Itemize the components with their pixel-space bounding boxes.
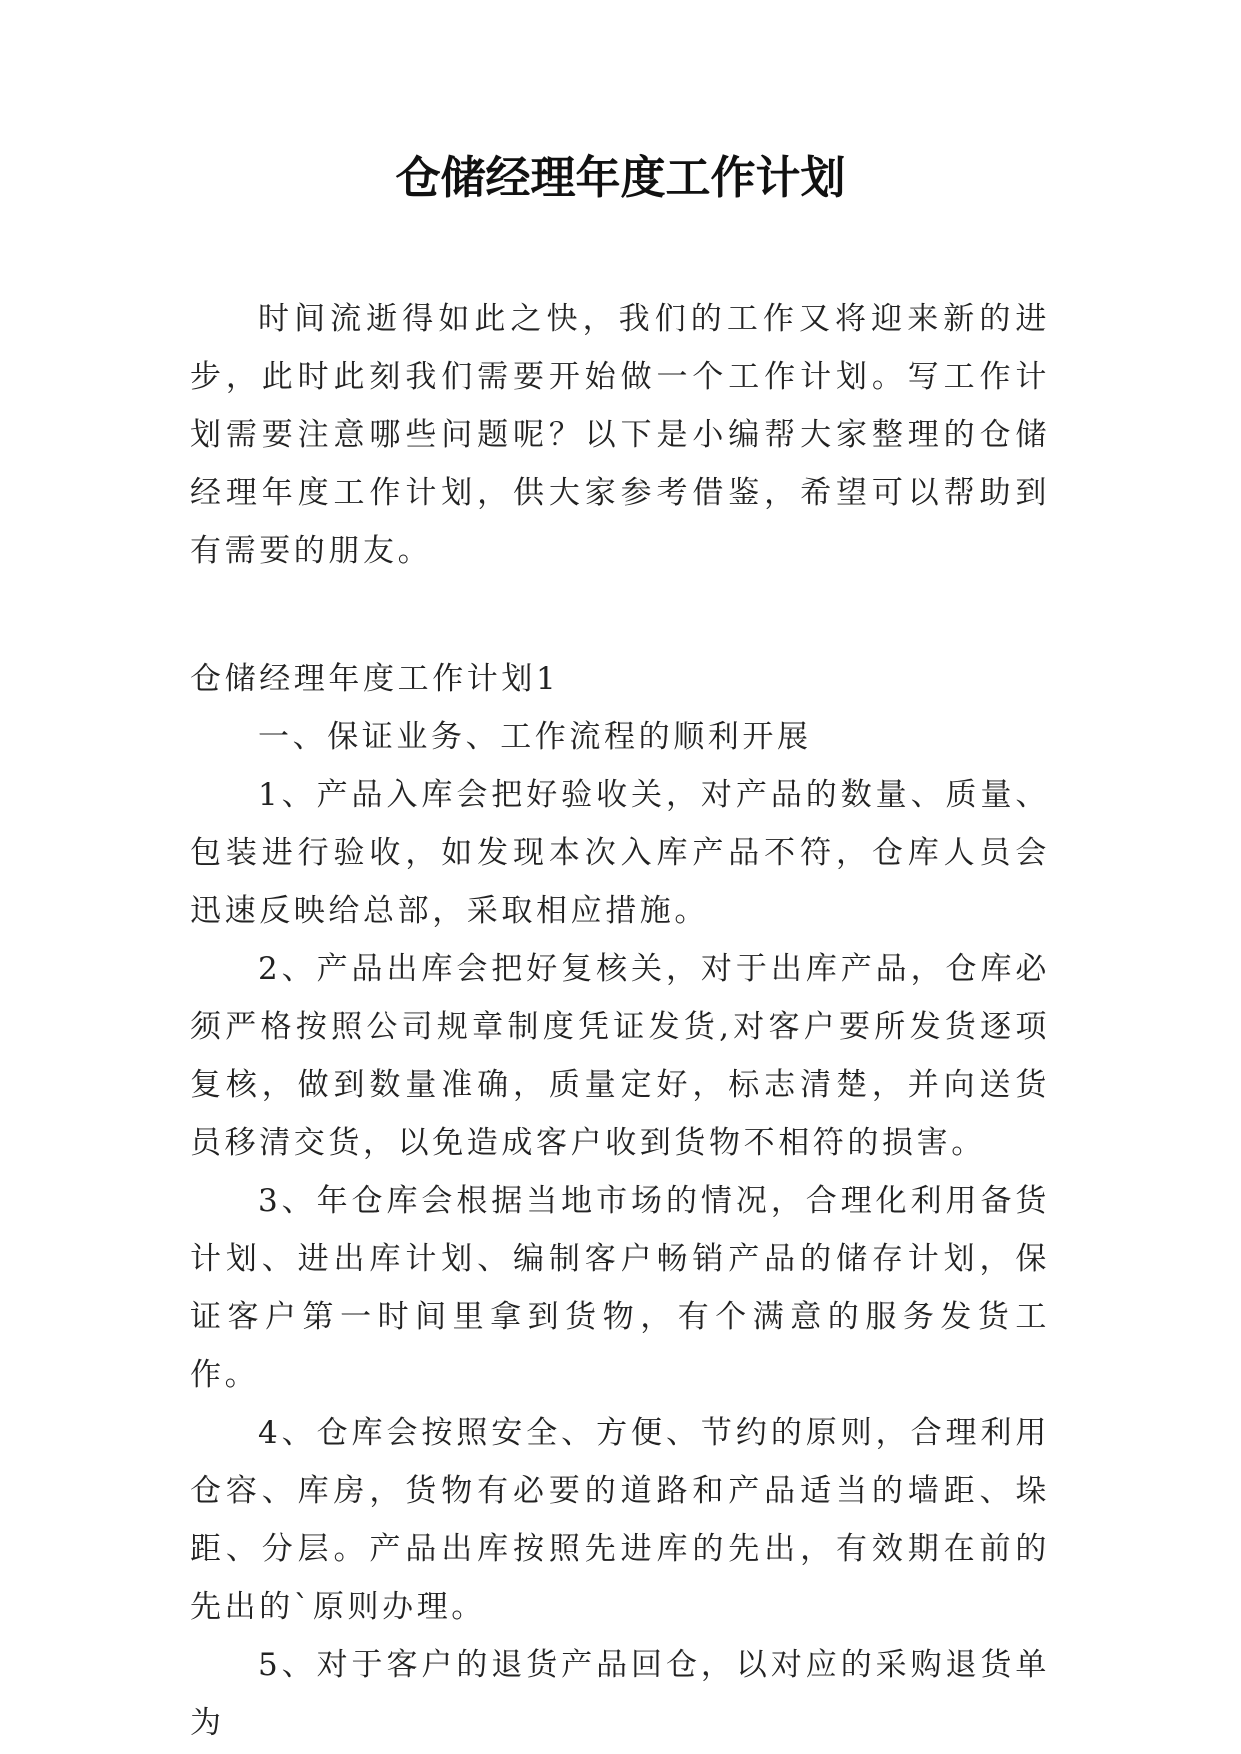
list-item: 3、年仓库会根据当地市场的情况，合理化利用备货计划、进出库计划、编制客户畅销产品的储存计划，保证客户第一时间里拿到货物，有个满意的服务发货工作。 (190, 1183, 1050, 1393)
list-item: 5、对于客户的退货产品回仓，以对应的采购退货单为 (190, 1647, 1050, 1741)
list-item: 1、产品入库会把好验收关，对产品的数量、质量、包装进行验收，如发现本次入库产品不符，仓库人员会迅速反映给总部，采取相应措施。 (190, 777, 1050, 929)
list-item: 2、产品出库会把好复核关，对于出库产品，仓库必须严格按照公司规章制度凭证发货,对客户要所发货逐项复核，做到数量准确，质量定好，标志清楚，并向送货员移清交货，以免造成客户收到货物不相符的损害。 (190, 951, 1050, 1161)
part-heading: 一、保证业务、工作流程的顺利开展 (258, 719, 812, 755)
document-body (190, 290, 1050, 1752)
list-item: 4、仓库会按照安全、方便、节约的原则，合理利用仓容、库房，货物有必要的道路和产品适当的墙距、垛距、分层。产品出库按照先进库的先出，有效期在前的先出的`原则办理。 (190, 1415, 1050, 1625)
intro-paragraph: 时间流逝得如此之快，我们的工作又将迎来新的进步，此时此刻我们需要开始做一个工作计划。写工作计划需要注意哪些问题呢？以下是小编帮大家整理的仓储经理年度工作计划，供大家参考借鉴，希望可以帮助到有需要的朋友。 (190, 301, 1050, 569)
paragraph-gap (190, 580, 1050, 650)
document-title: 仓储经理年度工作计划 (395, 151, 846, 204)
section-heading: 仓储经理年度工作计划1 (190, 661, 560, 697)
